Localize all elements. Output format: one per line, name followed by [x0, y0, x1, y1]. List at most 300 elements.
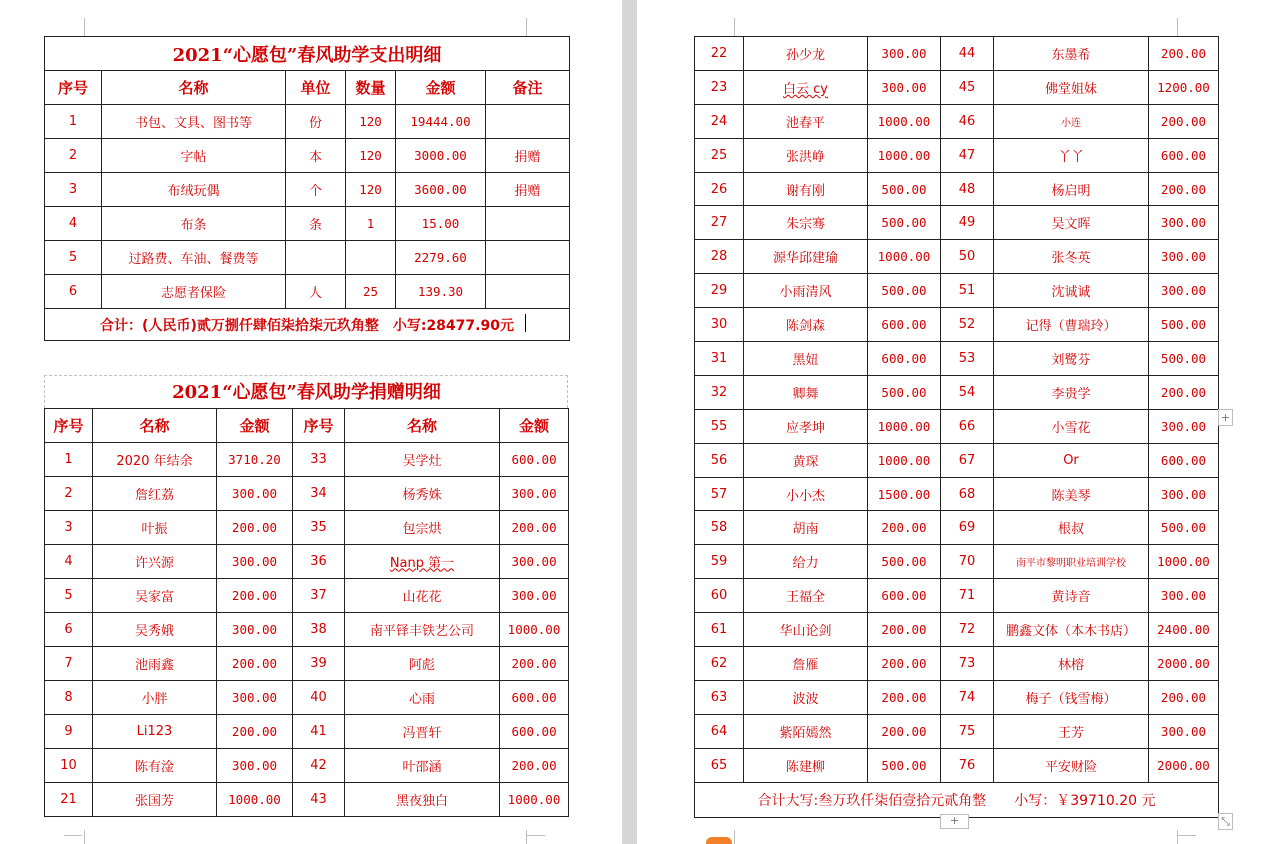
- donor-amount[interactable]: 500.00: [1149, 511, 1219, 545]
- expense-row: [45, 275, 570, 309]
- col-header-no: 序号: [45, 408, 93, 442]
- donor-amount[interactable]: 300.00: [217, 748, 293, 782]
- item-name[interactable]: 书包、文具、图书等: [102, 105, 286, 139]
- donor-number[interactable]: 73: [941, 647, 994, 681]
- item-name[interactable]: 布绒玩偶: [102, 173, 286, 207]
- donor-amount[interactable]: 500.00: [868, 748, 941, 782]
- donor-name[interactable]: 叶邵涵: [345, 748, 500, 782]
- item-qty[interactable]: 1: [346, 207, 396, 241]
- donor-amount[interactable]: 1000.00: [868, 443, 941, 477]
- donor-amount[interactable]: 300.00: [500, 476, 569, 510]
- donor-name[interactable]: 许兴源: [93, 544, 217, 578]
- donor-number[interactable]: 26: [695, 172, 744, 206]
- donor-number[interactable]: 4: [45, 544, 93, 578]
- donor-number[interactable]: 32: [695, 375, 744, 409]
- item-unit[interactable]: 份: [286, 105, 346, 139]
- donor-amount[interactable]: 300.00: [868, 37, 941, 71]
- item-qty[interactable]: 120: [346, 173, 396, 207]
- donor-number[interactable]: 43: [293, 782, 345, 816]
- donor-number[interactable]: 33: [293, 442, 345, 476]
- expense-total[interactable]: 合计：(人民币)贰万捌仟肆佰柒拾柒元玖角整 小写:28477.90元: [45, 309, 570, 341]
- donor-name[interactable]: 黄诗音: [994, 579, 1149, 613]
- donation-row: [45, 612, 569, 646]
- donor-name[interactable]: 丫丫: [994, 138, 1149, 172]
- donor-number[interactable]: 42: [293, 748, 345, 782]
- donor-number[interactable]: 24: [695, 104, 744, 138]
- donor-number[interactable]: 7: [45, 646, 93, 680]
- donor-number[interactable]: 63: [695, 680, 744, 714]
- donor-name[interactable]: 吴秀娥: [93, 612, 217, 646]
- row-number[interactable]: 5: [45, 241, 102, 275]
- donor-amount[interactable]: 200.00: [1149, 104, 1219, 138]
- donation-row: [695, 443, 1219, 477]
- expense-row: [45, 207, 570, 241]
- donor-amount[interactable]: 1000.00: [1149, 545, 1219, 579]
- donor-number[interactable]: 28: [695, 240, 744, 274]
- donor-number[interactable]: 22: [695, 37, 744, 71]
- crop-mark: [64, 835, 82, 836]
- donor-number[interactable]: 34: [293, 476, 345, 510]
- item-qty[interactable]: 120: [346, 139, 396, 173]
- donor-amount[interactable]: 200.00: [1149, 172, 1219, 206]
- item-name[interactable]: 布条: [102, 207, 286, 241]
- donation-row: [695, 680, 1219, 714]
- row-number[interactable]: 4: [45, 207, 102, 241]
- donor-name[interactable]: 陈有淦: [93, 748, 217, 782]
- donation-row: [695, 70, 1219, 104]
- donor-amount[interactable]: 300.00: [500, 544, 569, 578]
- donor-name[interactable]: 源华邱建瑜: [744, 240, 868, 274]
- donor-name[interactable]: 黑夜独白: [345, 782, 500, 816]
- donor-number[interactable]: 62: [695, 647, 744, 681]
- donor-number[interactable]: 9: [45, 714, 93, 748]
- donor-number[interactable]: 52: [941, 308, 994, 342]
- donor-name[interactable]: 刘鹭芬: [994, 342, 1149, 376]
- donation-row: [695, 274, 1219, 308]
- item-note[interactable]: [486, 241, 570, 275]
- table-resize-handle[interactable]: ⤡: [1218, 813, 1233, 830]
- expense-header-row: [45, 71, 570, 105]
- item-unit[interactable]: 本: [286, 139, 346, 173]
- donor-name[interactable]: 王芳: [994, 714, 1149, 748]
- donor-name[interactable]: 黑妞: [744, 342, 868, 376]
- col-header-name: 名称: [93, 408, 217, 442]
- donor-name[interactable]: 黄琛: [744, 443, 868, 477]
- donor-number[interactable]: 3: [45, 510, 93, 544]
- donor-name[interactable]: 林榕: [994, 647, 1149, 681]
- donor-name[interactable]: 东墨希: [994, 37, 1149, 71]
- donor-number[interactable]: 69: [941, 511, 994, 545]
- donor-amount[interactable]: 300.00: [500, 578, 569, 612]
- donor-name[interactable]: 根叔: [994, 511, 1149, 545]
- crop-mark: [527, 835, 545, 836]
- item-qty[interactable]: 120: [346, 105, 396, 139]
- crop-mark: [1178, 835, 1196, 836]
- donor-name[interactable]: 张国芳: [93, 782, 217, 816]
- donor-name[interactable]: 心雨: [345, 680, 500, 714]
- donation-row: [45, 544, 569, 578]
- item-note[interactable]: 捐赠: [486, 173, 570, 207]
- donor-number[interactable]: 66: [941, 409, 994, 443]
- expense-title[interactable]: 2021“心愿包”春风助学支出明细: [45, 37, 570, 71]
- donor-name[interactable]: 鹏鑫文体（本木书店）: [994, 613, 1149, 647]
- donor-name[interactable]: 杨秀姝: [345, 476, 500, 510]
- donor-amount[interactable]: 200.00: [868, 613, 941, 647]
- donor-name[interactable]: 吴家富: [93, 578, 217, 612]
- donor-amount[interactable]: 1000.00: [868, 104, 941, 138]
- donation-row: [45, 476, 569, 510]
- donor-number[interactable]: 53: [941, 342, 994, 376]
- donor-amount[interactable]: 200.00: [1149, 37, 1219, 71]
- donor-number[interactable]: 61: [695, 613, 744, 647]
- donor-amount[interactable]: 600.00: [500, 714, 569, 748]
- donor-name[interactable]: Li123: [93, 714, 217, 748]
- crop-mark: [526, 18, 527, 36]
- donor-number[interactable]: 40: [293, 680, 345, 714]
- item-note[interactable]: [486, 275, 570, 309]
- donor-amount[interactable]: 300.00: [868, 70, 941, 104]
- donor-amount[interactable]: 300.00: [1149, 274, 1219, 308]
- item-qty[interactable]: [346, 241, 396, 275]
- donor-number[interactable]: 37: [293, 578, 345, 612]
- donor-number[interactable]: 76: [941, 748, 994, 782]
- donor-amount[interactable]: 200.00: [217, 714, 293, 748]
- donor-number[interactable]: 39: [293, 646, 345, 680]
- donor-amount[interactable]: 200.00: [217, 646, 293, 680]
- donor-amount[interactable]: 200.00: [500, 510, 569, 544]
- donor-amount[interactable]: 200.00: [500, 646, 569, 680]
- crop-mark: [526, 830, 527, 844]
- donor-number[interactable]: 1: [45, 442, 93, 476]
- donor-amount[interactable]: 500.00: [868, 375, 941, 409]
- donor-amount[interactable]: 300.00: [217, 680, 293, 714]
- donor-name[interactable]: 小连: [994, 104, 1149, 138]
- donor-name[interactable]: 华山论剑: [744, 613, 868, 647]
- crop-mark: [734, 830, 735, 844]
- donor-name[interactable]: 陈剑森: [744, 308, 868, 342]
- expense-table: [44, 36, 570, 341]
- donor-name[interactable]: 詹红荔: [93, 476, 217, 510]
- item-amount[interactable]: 139.30: [396, 275, 486, 309]
- donor-number[interactable]: 10: [45, 748, 93, 782]
- donor-number[interactable]: 51: [941, 274, 994, 308]
- donor-number[interactable]: 29: [695, 274, 744, 308]
- donor-number[interactable]: 2: [45, 476, 93, 510]
- donor-amount[interactable]: 200.00: [1149, 375, 1219, 409]
- item-unit[interactable]: 条: [286, 207, 346, 241]
- donor-name[interactable]: 詹雁: [744, 647, 868, 681]
- donor-amount[interactable]: 2400.00: [1149, 613, 1219, 647]
- donor-number[interactable]: 35: [293, 510, 345, 544]
- donation-row: [695, 308, 1219, 342]
- item-amount[interactable]: 15.00: [396, 207, 486, 241]
- donor-name[interactable]: 记得（曹瑞玲）: [994, 308, 1149, 342]
- donation-row: [695, 240, 1219, 274]
- item-unit[interactable]: 人: [286, 275, 346, 309]
- donor-name[interactable]: 应孝坤: [744, 409, 868, 443]
- donor-number[interactable]: 65: [695, 748, 744, 782]
- donor-amount[interactable]: 2000.00: [1149, 647, 1219, 681]
- donation-continuation-table: [694, 36, 1219, 818]
- donor-name[interactable]: 阿彪: [345, 646, 500, 680]
- donor-name[interactable]: 南平铎丰铁艺公司: [345, 612, 500, 646]
- row-number[interactable]: 2: [45, 139, 102, 173]
- donor-name[interactable]: 谢有刚: [744, 172, 868, 206]
- item-amount[interactable]: 2279.60: [396, 241, 486, 275]
- expense-row: [45, 173, 570, 207]
- donor-amount[interactable]: 1000.00: [868, 240, 941, 274]
- donor-number[interactable]: 75: [941, 714, 994, 748]
- donor-amount[interactable]: 1000.00: [217, 782, 293, 816]
- crop-mark: [84, 18, 85, 36]
- donation-row: [695, 172, 1219, 206]
- donation-row: [695, 545, 1219, 579]
- donor-name[interactable]: 张冬英: [994, 240, 1149, 274]
- donation-row: [695, 104, 1219, 138]
- donor-amount[interactable]: 500.00: [1149, 342, 1219, 376]
- donor-name[interactable]: 南平市黎明职业培训学校: [994, 545, 1149, 579]
- add-column-button[interactable]: +: [1218, 409, 1233, 426]
- row-number[interactable]: 1: [45, 105, 102, 139]
- donation-row: [695, 613, 1219, 647]
- expense-row: [45, 139, 570, 173]
- donor-amount[interactable]: 200.00: [1149, 680, 1219, 714]
- donor-number[interactable]: 38: [293, 612, 345, 646]
- donor-amount[interactable]: 200.00: [217, 510, 293, 544]
- donation-row: [695, 748, 1219, 782]
- donor-amount[interactable]: 600.00: [500, 680, 569, 714]
- donation-table: [44, 374, 569, 817]
- donor-amount[interactable]: 1000.00: [500, 612, 569, 646]
- donor-amount[interactable]: 200.00: [868, 714, 941, 748]
- donor-name[interactable]: Or: [994, 443, 1149, 477]
- donor-amount[interactable]: 300.00: [1149, 579, 1219, 613]
- col-header-name: 名称: [345, 408, 500, 442]
- donor-amount[interactable]: 300.00: [1149, 206, 1219, 240]
- donor-name[interactable]: 张洪峥: [744, 138, 868, 172]
- expense-row: [45, 241, 570, 275]
- item-amount[interactable]: 3000.00: [396, 139, 486, 173]
- donor-number[interactable]: 41: [293, 714, 345, 748]
- donor-number[interactable]: 58: [695, 511, 744, 545]
- donor-name[interactable]: 吴文晖: [994, 206, 1149, 240]
- donation-row: [45, 748, 569, 782]
- donor-number[interactable]: 36: [293, 544, 345, 578]
- donor-name[interactable]: 2020 年结余: [93, 442, 217, 476]
- item-name[interactable]: 字帖: [102, 139, 286, 173]
- donation-row: [695, 342, 1219, 376]
- donor-name[interactable]: 沈诚诚: [994, 274, 1149, 308]
- donor-amount[interactable]: 1000.00: [500, 782, 569, 816]
- donor-amount[interactable]: 1000.00: [868, 138, 941, 172]
- donor-amount[interactable]: 300.00: [1149, 477, 1219, 511]
- donor-number[interactable]: 55: [695, 409, 744, 443]
- donor-name[interactable]: 白云 cy: [744, 70, 868, 104]
- donor-number[interactable]: 31: [695, 342, 744, 376]
- donor-name[interactable]: 陈建柳: [744, 748, 868, 782]
- donor-number[interactable]: 60: [695, 579, 744, 613]
- donor-amount[interactable]: 500.00: [868, 172, 941, 206]
- item-amount[interactable]: 19444.00: [396, 105, 486, 139]
- donation-title[interactable]: 2021“心愿包”春风助学捐赠明细: [45, 374, 569, 408]
- donation-header-row: [45, 408, 569, 442]
- add-row-button[interactable]: +: [940, 814, 969, 829]
- donor-number[interactable]: 70: [941, 545, 994, 579]
- donor-name[interactable]: 卿舞: [744, 375, 868, 409]
- donor-amount[interactable]: 1200.00: [1149, 70, 1219, 104]
- donor-number[interactable]: 30: [695, 308, 744, 342]
- donor-name[interactable]: 小雪花: [994, 409, 1149, 443]
- donor-amount[interactable]: 600.00: [868, 308, 941, 342]
- donation-row: [45, 646, 569, 680]
- donor-name[interactable]: 池雨鑫: [93, 646, 217, 680]
- donor-name[interactable]: 吴学灶: [345, 442, 500, 476]
- col-header-no: 序号: [293, 408, 345, 442]
- donor-name[interactable]: 杨启明: [994, 172, 1149, 206]
- donor-number[interactable]: 71: [941, 579, 994, 613]
- donor-number[interactable]: 5: [45, 578, 93, 612]
- item-note[interactable]: 捐赠: [486, 139, 570, 173]
- crop-mark: [1177, 18, 1178, 36]
- donor-amount[interactable]: 200.00: [500, 748, 569, 782]
- donor-amount[interactable]: 300.00: [217, 476, 293, 510]
- donor-name[interactable]: 紫陌嫣然: [744, 714, 868, 748]
- donation-row: [45, 578, 569, 612]
- item-amount[interactable]: 3600.00: [396, 173, 486, 207]
- donor-number[interactable]: 47: [941, 138, 994, 172]
- donation-row: [45, 442, 569, 476]
- donor-name[interactable]: 朱宗骞: [744, 206, 868, 240]
- donor-name[interactable]: 陈美琴: [994, 477, 1149, 511]
- donor-amount[interactable]: 300.00: [217, 544, 293, 578]
- donor-number[interactable]: 67: [941, 443, 994, 477]
- donor-amount[interactable]: 600.00: [500, 442, 569, 476]
- donor-amount[interactable]: 500.00: [1149, 308, 1219, 342]
- donor-amount[interactable]: 200.00: [868, 511, 941, 545]
- donor-name[interactable]: 王福全: [744, 579, 868, 613]
- donor-number[interactable]: 45: [941, 70, 994, 104]
- status-indicator: [706, 837, 732, 844]
- col-header-qty: 数量: [346, 71, 396, 105]
- item-note[interactable]: [486, 207, 570, 241]
- donor-name[interactable]: 波波: [744, 680, 868, 714]
- item-qty[interactable]: 25: [346, 275, 396, 309]
- donor-name[interactable]: Nanp 第一: [345, 544, 500, 578]
- donation-row: [695, 206, 1219, 240]
- col-header-amount: 金额: [396, 71, 486, 105]
- donor-name[interactable]: 山花花: [345, 578, 500, 612]
- col-header-unit: 单位: [286, 71, 346, 105]
- donor-number[interactable]: 49: [941, 206, 994, 240]
- donor-number[interactable]: 27: [695, 206, 744, 240]
- donor-number[interactable]: 44: [941, 37, 994, 71]
- donor-amount[interactable]: 3710.20: [217, 442, 293, 476]
- donor-amount[interactable]: 300.00: [217, 612, 293, 646]
- col-header-amount: 金额: [217, 408, 293, 442]
- donor-amount[interactable]: 600.00: [868, 342, 941, 376]
- donor-name[interactable]: 叶振: [93, 510, 217, 544]
- donation-row: [695, 138, 1219, 172]
- crop-mark: [734, 18, 735, 36]
- donor-name[interactable]: 平安财险: [994, 748, 1149, 782]
- donor-name[interactable]: 胡南: [744, 511, 868, 545]
- donor-number[interactable]: 54: [941, 375, 994, 409]
- donor-amount[interactable]: 500.00: [868, 206, 941, 240]
- donor-amount[interactable]: 300.00: [1149, 714, 1219, 748]
- donation-row: [695, 477, 1219, 511]
- donor-number[interactable]: 48: [941, 172, 994, 206]
- col-header-name: 名称: [102, 71, 286, 105]
- donor-name[interactable]: 小小杰: [744, 477, 868, 511]
- item-unit[interactable]: 个: [286, 173, 346, 207]
- col-header-no: 序号: [45, 71, 102, 105]
- donor-amount[interactable]: 600.00: [868, 579, 941, 613]
- crop-mark: [84, 830, 85, 844]
- donation-total[interactable]: 合计大写:叁万玖仟柒佰壹拾元贰角整 小写：￥39710.20 元: [695, 782, 1219, 817]
- donor-amount[interactable]: 300.00: [1149, 240, 1219, 274]
- donor-number[interactable]: 74: [941, 680, 994, 714]
- donor-amount[interactable]: 1000.00: [868, 409, 941, 443]
- donor-name[interactable]: 佛堂姐妹: [994, 70, 1149, 104]
- donor-name[interactable]: 给力: [744, 545, 868, 579]
- donor-name[interactable]: 小胖: [93, 680, 217, 714]
- donor-name[interactable]: 孙少龙: [744, 37, 868, 71]
- item-unit[interactable]: [286, 241, 346, 275]
- donor-amount[interactable]: 500.00: [868, 274, 941, 308]
- donor-amount[interactable]: 2000.00: [1149, 748, 1219, 782]
- donor-number[interactable]: 23: [695, 70, 744, 104]
- donor-number[interactable]: 50: [941, 240, 994, 274]
- col-header-amount: 金额: [500, 408, 569, 442]
- donor-amount[interactable]: 200.00: [868, 680, 941, 714]
- crop-mark: [1177, 830, 1178, 844]
- donor-number[interactable]: 57: [695, 477, 744, 511]
- donor-number[interactable]: 25: [695, 138, 744, 172]
- donor-amount[interactable]: 300.00: [1149, 409, 1219, 443]
- donor-amount[interactable]: 1500.00: [868, 477, 941, 511]
- donor-amount[interactable]: 200.00: [868, 647, 941, 681]
- donor-name[interactable]: 小雨清风: [744, 274, 868, 308]
- item-name[interactable]: 过路费、车油、餐费等: [102, 241, 286, 275]
- donor-name[interactable]: 池春平: [744, 104, 868, 138]
- item-note[interactable]: [486, 105, 570, 139]
- donation-row: [45, 510, 569, 544]
- item-name[interactable]: 志愿者保险: [102, 275, 286, 309]
- donor-number[interactable]: 64: [695, 714, 744, 748]
- donation-row: [45, 680, 569, 714]
- row-number[interactable]: 6: [45, 275, 102, 309]
- donor-name[interactable]: 梅子（钱雪梅）: [994, 680, 1149, 714]
- donor-name[interactable]: 冯晋轩: [345, 714, 500, 748]
- donor-number[interactable]: 68: [941, 477, 994, 511]
- donor-name[interactable]: 李贵学: [994, 375, 1149, 409]
- donor-name[interactable]: 包宗烘: [345, 510, 500, 544]
- row-number[interactable]: 3: [45, 173, 102, 207]
- donation-row: [695, 37, 1219, 71]
- donor-number[interactable]: 59: [695, 545, 744, 579]
- donor-amount[interactable]: 500.00: [868, 545, 941, 579]
- donor-number[interactable]: 46: [941, 104, 994, 138]
- donor-number[interactable]: 56: [695, 443, 744, 477]
- donor-number[interactable]: 21: [45, 782, 93, 816]
- donor-number[interactable]: 6: [45, 612, 93, 646]
- donor-number[interactable]: 8: [45, 680, 93, 714]
- donation-row: [695, 375, 1219, 409]
- donor-amount[interactable]: 600.00: [1149, 443, 1219, 477]
- donor-amount[interactable]: 200.00: [217, 578, 293, 612]
- donor-number[interactable]: 72: [941, 613, 994, 647]
- donor-amount[interactable]: 600.00: [1149, 138, 1219, 172]
